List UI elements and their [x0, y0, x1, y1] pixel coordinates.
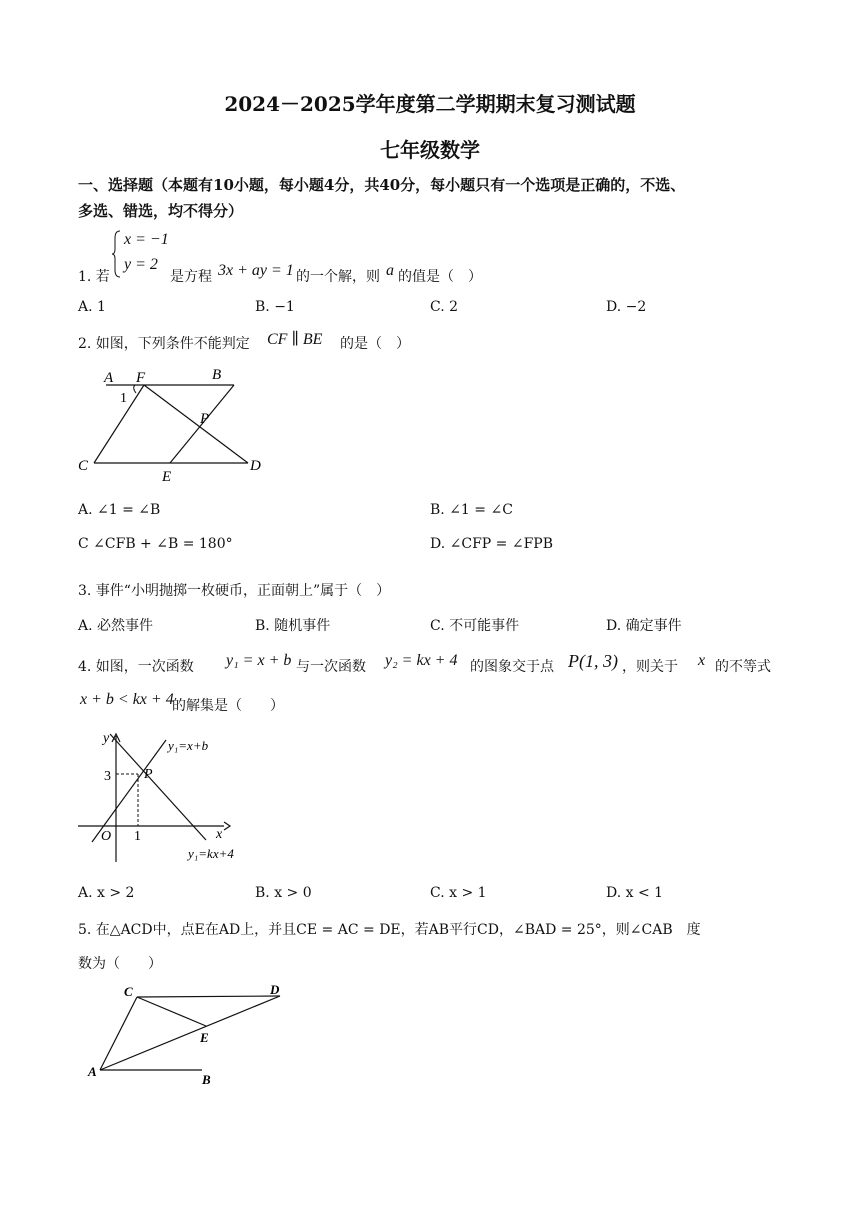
q4-text: 的解集是（ ）: [172, 698, 284, 714]
q2-expression: CF ∥ BE: [267, 331, 323, 348]
line-label-1: y₁=x+b: [168, 738, 209, 753]
q3-option-d: D. 确定事件: [606, 618, 682, 634]
q1-prefix: 1. 若: [78, 269, 110, 285]
q2-option-b: B. ∠1 = ∠C: [430, 502, 513, 518]
q2-text: 的是（ ）: [340, 336, 410, 352]
q4-variable: x: [698, 652, 706, 669]
q3-option-b: B. 随机事件: [255, 618, 331, 634]
q2-text: 2. 如图，下列条件不能判定: [78, 336, 250, 352]
q2-option-a: A. ∠1 = ∠B: [78, 502, 161, 518]
tick-label-3: 3: [104, 769, 111, 784]
q5-text-cont: 数为（ ）: [78, 956, 162, 972]
q4-option-a: A. x > 2: [78, 885, 135, 901]
q1-text: 的一个解，则: [296, 269, 380, 285]
label-B: B: [212, 367, 222, 383]
label-P: P: [200, 411, 210, 427]
label-A: A: [104, 370, 114, 386]
q1-option-d: D. −2: [606, 299, 647, 315]
tick-label-1: 1: [134, 829, 141, 844]
label-F: F: [136, 370, 146, 386]
q4-function-1: y₁ = x + b: [226, 652, 292, 669]
section-heading: 一、选择题（本题有10小题，每小题4分，共40分，每小题只有一个选项是正确的，不选、: [78, 176, 686, 194]
q4-figure: [76, 728, 266, 866]
q4-function-2: y₂ = kx + 4: [385, 652, 458, 669]
q4-option-c: C. x > 1: [430, 885, 487, 901]
brace-icon: [112, 230, 122, 278]
q4-text: 4. 如图，一次函数: [78, 659, 194, 675]
q4-option-b: B. x > 0: [255, 885, 312, 901]
label-C: C: [78, 458, 89, 474]
q4-text: 的不等式: [715, 659, 771, 675]
page-title: 2024－2025学年度第二学期期末复习测试题: [224, 92, 636, 116]
q2-option-d: D. ∠CFP = ∠FPB: [430, 536, 553, 552]
q3-option-a: A. 必然事件: [78, 618, 154, 634]
label-angle-1: 1: [120, 391, 127, 406]
line-label-2: y₁=kx+4: [188, 846, 234, 861]
q1-variable: a: [386, 262, 394, 279]
label-P: P: [144, 767, 153, 782]
q3-option-c: C. 不可能事件: [430, 618, 520, 634]
q1-option-a: A. 1: [78, 299, 106, 315]
system-eq-top: x = −1: [124, 231, 169, 248]
q5-text: 5. 在△ACD中，点E在AD上，并且CE = AC = DE，若AB平行CD，∠BAD = 25°，则∠CAB 度: [78, 922, 701, 938]
q1-equation: 3x + ay = 1: [218, 262, 294, 279]
label-A: A: [88, 1064, 97, 1079]
q1-text: 的值是（ ）: [398, 269, 482, 285]
label-B: B: [202, 1072, 211, 1087]
q1-option-b: B. −1: [255, 299, 295, 315]
section-heading-cont: 多选、错选，均不得分）: [78, 202, 244, 220]
q4-option-d: D. x < 1: [606, 885, 664, 901]
axis-label-y: y: [103, 731, 110, 746]
system-eq-bottom: y = 2: [124, 256, 158, 273]
page-subtitle: 七年级数学: [380, 138, 480, 162]
label-C: C: [124, 984, 133, 999]
q3-text: 3. 事件“小明抛掷一枚硬币，正面朝上”属于（ ）: [78, 583, 391, 599]
q2-figure: [76, 360, 276, 485]
label-D: D: [270, 982, 280, 997]
label-D: D: [250, 458, 261, 474]
q4-inequality: x + b < kx + 4: [80, 691, 174, 708]
q4-text: ，则关于: [622, 659, 678, 675]
origin-label: O: [101, 829, 112, 844]
q2-option-c: C ∠CFB + ∠B = 180°: [78, 536, 233, 552]
label-E: E: [200, 1030, 209, 1045]
q4-point: P(1, 3): [568, 651, 618, 671]
q1-option-c: C. 2: [430, 299, 459, 315]
label-E: E: [162, 469, 172, 485]
q1-text: 是方程: [170, 269, 212, 285]
axis-label-x: x: [216, 827, 223, 842]
q5-figure: [86, 982, 296, 1090]
q4-text: 的图象交于点: [470, 659, 554, 675]
q4-text: 与一次函数: [296, 659, 366, 675]
